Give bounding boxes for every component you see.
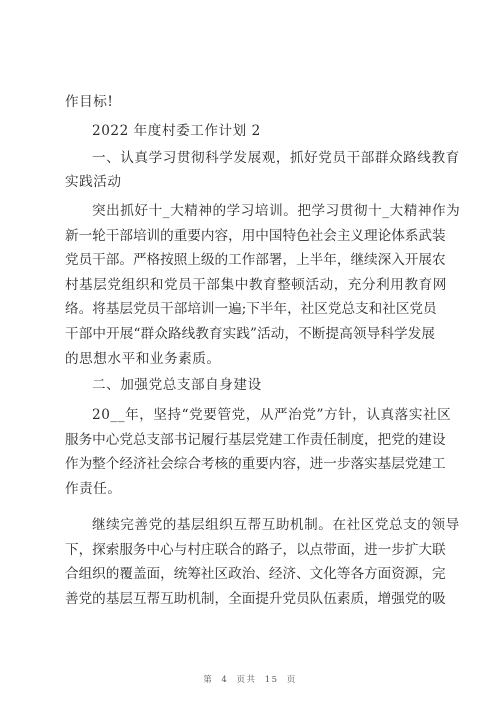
- footer-middle: 页共: [236, 675, 257, 685]
- total-page-count: 15: [264, 675, 279, 685]
- paragraph-line: 继续完善党的基层组织互帮互助机制。在社区党总支的领导: [92, 517, 460, 533]
- footer-prefix: 第: [203, 675, 214, 685]
- current-page-number: 4: [221, 675, 229, 685]
- heading-two: 二、加强党总支部自身建设: [92, 377, 262, 393]
- paragraph-line: 的思想水平和业务素质。: [65, 351, 221, 367]
- paragraph-line: 干部中开展“群众路线教育实践”活动，不断提高领导科学发展: [65, 326, 435, 342]
- paragraph-line: 络。将基层党员干部培训一遍;下半年，社区党总支和社区党员: [65, 301, 437, 317]
- paragraph-line: 下，探索服务中心与村庄联合的路子，以点带面，进一步扩大联: [65, 542, 446, 558]
- paragraph-line: 新一轮干部培训的重要内容，用中国特色社会主义理论体系武装: [65, 228, 446, 244]
- paragraph-line: 善党的基层互帮互助机制，全面提升党员队伍素质，增强党的吸: [65, 591, 446, 607]
- paragraph-line: 服务中心党总支部书记履行基层党建工作责任制度，把党的建设: [65, 432, 446, 448]
- paragraph-line: 作责任。: [65, 481, 122, 497]
- section-title: 2022 年度村委工作计划 2: [92, 123, 261, 139]
- paragraph-line: 村基层党组织和党员干部集中教育整顿活动，充分利用教育网: [65, 277, 447, 293]
- paragraph-line: 党员干部。严格按照上级的工作部署，上半年，继续深入开展农: [65, 252, 446, 268]
- paragraph-line: 作为整个经济社会综合考核的重要内容，进一步落实基层党建工: [65, 456, 446, 472]
- text-line: 作目标!: [65, 94, 114, 110]
- heading-one: 一、认真学习贯彻科学发展观，抓好党员干部群众路线教育: [92, 150, 460, 166]
- text-line: 实践活动: [65, 174, 122, 190]
- paragraph-line: 20__年，坚持“党要管党，从严治党”方针，认真落实社区: [92, 407, 452, 423]
- paragraph-line: 突出抓好十_大精神的学习培训。把学习贯彻十_大精神作为: [92, 203, 461, 219]
- footer-suffix: 页: [286, 675, 297, 685]
- page-footer: [0, 673, 500, 685]
- paragraph-line: 合组织的覆盖面，统筹社区政治、经济、文化等各方面资源，完: [65, 566, 446, 582]
